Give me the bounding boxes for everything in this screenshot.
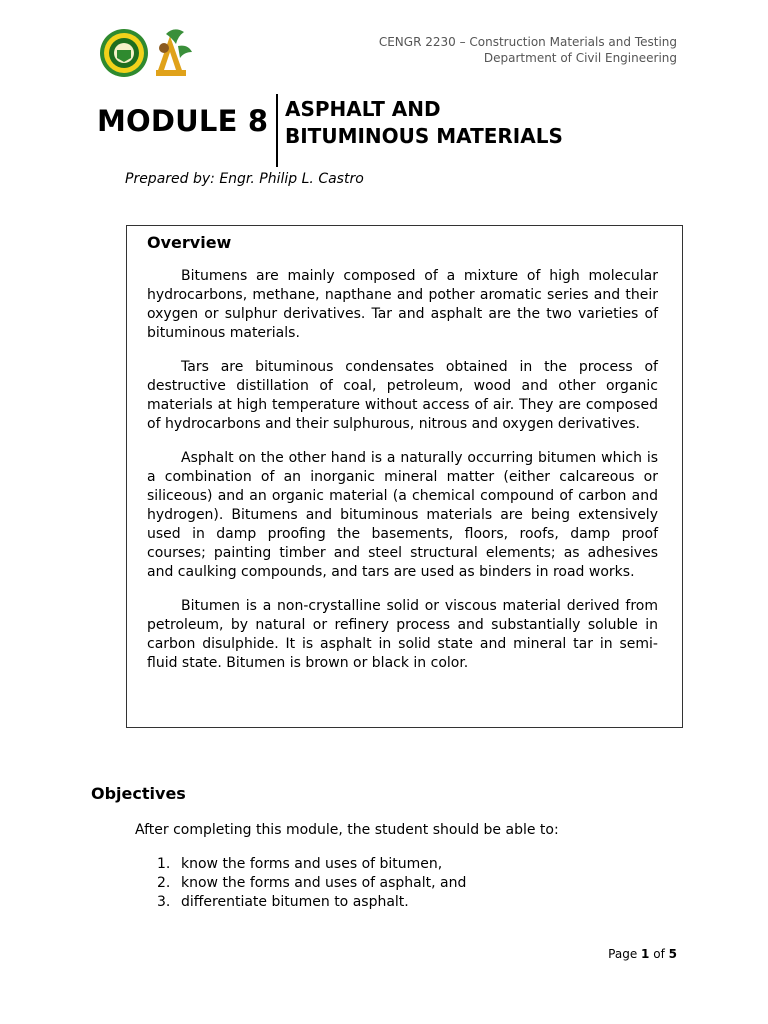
page-word: Page	[608, 947, 638, 961]
overview-paragraph: Tars are bituminous condensates obtained in the process of destructive distillation of coal, petroleum, wood and other organic materials at high temperature without access of air. They are composed of hydrocarbons and their sulphurous, nitrous and oxygen derivatives.	[147, 359, 658, 432]
list-item	[157, 855, 466, 874]
list-item-text: know the forms and uses of bitumen,	[181, 856, 443, 872]
prepared-by: Prepared by: Engr. Philip L. Castro	[125, 171, 364, 187]
department-name: Department of Civil Engineering	[483, 51, 677, 65]
course-header	[317, 34, 677, 66]
overview-paragraph: Bitumen is a non-crystalline solid or viscous material derived from petroleum, by natural or refinery process and substantially soluble in carbon disulphide. It is asphalt in solid state and mineral tar in semi-fluid state. Bitumen is brown or black in color.	[147, 598, 658, 671]
course-title: CENGR 2230 – Construction Materials and Testing	[378, 35, 677, 49]
list-item	[157, 874, 466, 893]
list-item-number: 1.	[157, 856, 171, 872]
list-item-number: 2.	[157, 875, 171, 891]
university-seal-icon	[100, 29, 148, 77]
module-title-line1: ASPHALT AND	[285, 97, 441, 121]
overview-heading: Overview	[147, 233, 232, 252]
overview-box	[126, 225, 683, 728]
list-item-text: differentiate bitumen to asphalt.	[181, 894, 409, 910]
overview-paragraph: Bitumens are mainly composed of a mixture of high molecular hydrocarbons, methane, napthane and pother aromatic series and their oxygen or sulphur derivatives. Tar and asphalt are the two varieties of bituminous materials.	[147, 268, 658, 341]
objectives-intro: After completing this module, the student should be able to:	[135, 822, 559, 838]
list-item-number: 3.	[157, 894, 171, 910]
title-divider	[276, 94, 278, 167]
college-emblem-icon	[156, 29, 192, 76]
module-title	[285, 96, 563, 150]
page-current: 1	[641, 947, 650, 961]
module-number: MODULE 8	[97, 104, 269, 138]
list-item	[157, 893, 466, 912]
page-footer	[608, 947, 677, 961]
overview-body	[147, 267, 658, 688]
of-word: of	[653, 947, 665, 961]
objectives-list	[157, 855, 466, 912]
header-logos	[100, 26, 196, 80]
page-total: 5	[668, 947, 677, 961]
list-item-text: know the forms and uses of asphalt, and	[181, 875, 467, 891]
overview-paragraph: Asphalt on the other hand is a naturally occurring bitumen which is a combination of an inorganic mineral matter (either calcareous or siliceous) and an organic material (a chemical compound of carbon and hydrogen). Bitumens and bituminous materials are being extensively used in damp proofing the basements, floors, roofs, damp proof courses; painting timber and steel structural elements; as adhesives and caulking compounds, and tars are used as binders in road works.	[147, 450, 658, 580]
objectives-heading: Objectives	[91, 784, 186, 803]
module-title-line2: BITUMINOUS MATERIALS	[285, 124, 563, 148]
